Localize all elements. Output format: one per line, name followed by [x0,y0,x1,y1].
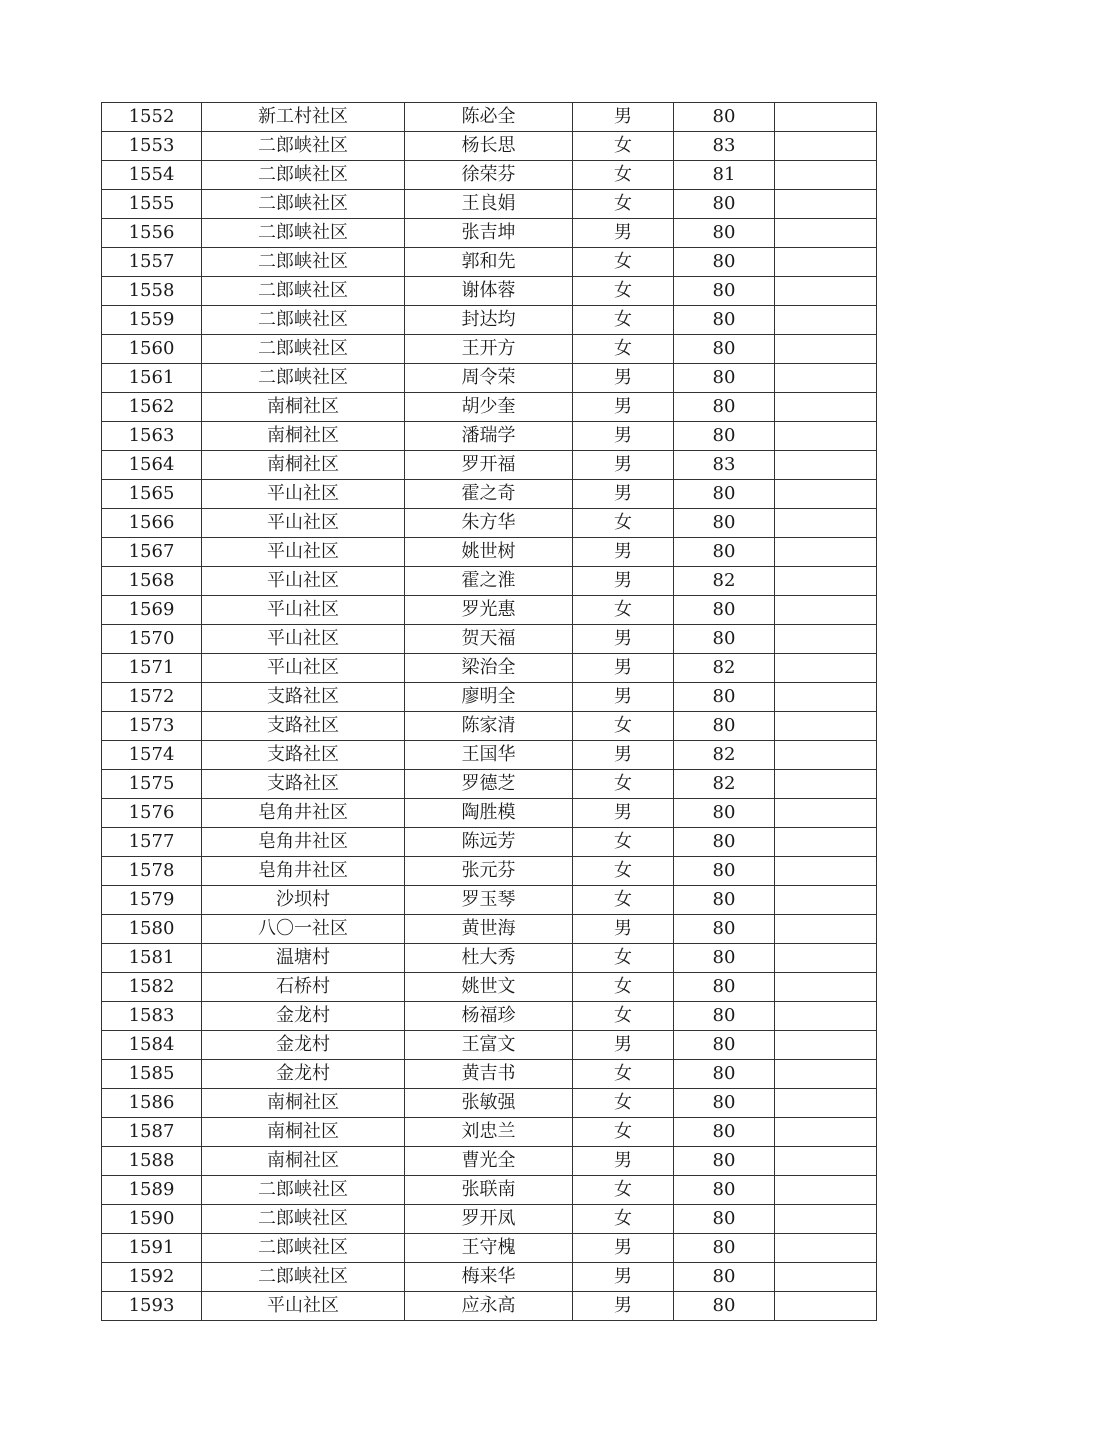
sex-cell: 女 [573,277,674,306]
community-cell: 支路社区 [202,712,405,741]
sex-cell: 男 [573,219,674,248]
name-cell: 霍之淮 [405,567,573,596]
table-row [102,219,877,248]
row-number-cell: 1582 [102,973,202,1002]
row-number-cell: 1571 [102,654,202,683]
community-cell: 二郎峡社区 [202,306,405,335]
table-row [102,770,877,799]
row-number-cell: 1557 [102,248,202,277]
row-number-cell: 1592 [102,1263,202,1292]
community-cell: 新工村社区 [202,103,405,132]
row-number-cell: 1566 [102,509,202,538]
community-cell: 二郎峡社区 [202,161,405,190]
community-cell: 二郎峡社区 [202,1205,405,1234]
row-number-cell: 1578 [102,857,202,886]
note-cell [775,306,877,335]
age-cell: 80 [674,828,775,857]
name-cell: 罗玉琴 [405,886,573,915]
row-number-cell: 1568 [102,567,202,596]
note-cell [775,654,877,683]
table-row [102,1002,877,1031]
name-cell: 罗开凤 [405,1205,573,1234]
table-row [102,1031,877,1060]
community-cell: 沙坝村 [202,886,405,915]
table-row [102,538,877,567]
community-cell: 支路社区 [202,770,405,799]
table-row [102,712,877,741]
age-cell: 81 [674,161,775,190]
sex-cell: 男 [573,364,674,393]
age-cell: 82 [674,741,775,770]
row-number-cell: 1589 [102,1176,202,1205]
note-cell [775,509,877,538]
note-cell [775,393,877,422]
age-cell: 80 [674,1089,775,1118]
row-number-cell: 1555 [102,190,202,219]
row-number-cell: 1562 [102,393,202,422]
row-number-cell: 1569 [102,596,202,625]
note-cell [775,1031,877,1060]
table-row [102,451,877,480]
age-cell: 80 [674,422,775,451]
age-cell: 80 [674,799,775,828]
sex-cell: 男 [573,683,674,712]
roster-table [101,102,877,1321]
row-number-cell: 1556 [102,219,202,248]
name-cell: 罗德芝 [405,770,573,799]
name-cell: 曹光全 [405,1147,573,1176]
table-row [102,132,877,161]
name-cell: 梁治全 [405,654,573,683]
name-cell: 罗光惠 [405,596,573,625]
name-cell: 应永高 [405,1292,573,1321]
note-cell [775,770,877,799]
note-cell [775,1060,877,1089]
sex-cell: 男 [573,567,674,596]
name-cell: 贺天福 [405,625,573,654]
note-cell [775,335,877,364]
row-number-cell: 1563 [102,422,202,451]
name-cell: 封达均 [405,306,573,335]
community-cell: 南桐社区 [202,393,405,422]
age-cell: 80 [674,190,775,219]
note-cell [775,567,877,596]
note-cell [775,741,877,770]
table-row [102,190,877,219]
name-cell: 陶胜模 [405,799,573,828]
age-cell: 80 [674,625,775,654]
note-cell [775,828,877,857]
community-cell: 二郎峡社区 [202,1176,405,1205]
community-cell: 南桐社区 [202,1089,405,1118]
name-cell: 徐荣芬 [405,161,573,190]
sex-cell: 女 [573,886,674,915]
name-cell: 姚世文 [405,973,573,1002]
table-row [102,1263,877,1292]
community-cell: 平山社区 [202,480,405,509]
row-number-cell: 1560 [102,335,202,364]
name-cell: 张元芬 [405,857,573,886]
sex-cell: 女 [573,335,674,364]
name-cell: 陈远芳 [405,828,573,857]
row-number-cell: 1579 [102,886,202,915]
table-row [102,1089,877,1118]
note-cell [775,683,877,712]
age-cell: 80 [674,973,775,1002]
note-cell [775,422,877,451]
row-number-cell: 1588 [102,1147,202,1176]
sex-cell: 女 [573,161,674,190]
note-cell [775,132,877,161]
sex-cell: 男 [573,1031,674,1060]
name-cell: 谢体蓉 [405,277,573,306]
name-cell: 陈必全 [405,103,573,132]
community-cell: 二郎峡社区 [202,335,405,364]
age-cell: 80 [674,886,775,915]
note-cell [775,190,877,219]
name-cell: 罗开福 [405,451,573,480]
name-cell: 廖明全 [405,683,573,712]
note-cell [775,1176,877,1205]
table-row [102,857,877,886]
age-cell: 80 [674,1147,775,1176]
community-cell: 八〇一社区 [202,915,405,944]
row-number-cell: 1581 [102,944,202,973]
note-cell [775,1089,877,1118]
sex-cell: 男 [573,1147,674,1176]
community-cell: 皂角井社区 [202,828,405,857]
row-number-cell: 1565 [102,480,202,509]
community-cell: 支路社区 [202,741,405,770]
note-cell [775,1205,877,1234]
sex-cell: 女 [573,306,674,335]
sex-cell: 女 [573,857,674,886]
sex-cell: 男 [573,625,674,654]
table-row [102,422,877,451]
row-number-cell: 1553 [102,132,202,161]
name-cell: 杨长思 [405,132,573,161]
name-cell: 霍之奇 [405,480,573,509]
note-cell [775,451,877,480]
row-number-cell: 1584 [102,1031,202,1060]
sex-cell: 女 [573,1205,674,1234]
name-cell: 张联南 [405,1176,573,1205]
age-cell: 80 [674,306,775,335]
sex-cell: 女 [573,1089,674,1118]
age-cell: 80 [674,1060,775,1089]
age-cell: 80 [674,1292,775,1321]
community-cell: 金龙村 [202,1002,405,1031]
community-cell: 支路社区 [202,683,405,712]
community-cell: 二郎峡社区 [202,1263,405,1292]
age-cell: 80 [674,1263,775,1292]
age-cell: 80 [674,1118,775,1147]
note-cell [775,103,877,132]
age-cell: 80 [674,683,775,712]
community-cell: 南桐社区 [202,1147,405,1176]
table-row [102,654,877,683]
sex-cell: 男 [573,1263,674,1292]
table-row [102,364,877,393]
age-cell: 80 [674,509,775,538]
row-number-cell: 1593 [102,1292,202,1321]
sex-cell: 男 [573,741,674,770]
age-cell: 80 [674,944,775,973]
row-number-cell: 1587 [102,1118,202,1147]
age-cell: 80 [674,712,775,741]
name-cell: 王良娟 [405,190,573,219]
row-number-cell: 1583 [102,1002,202,1031]
sex-cell: 男 [573,103,674,132]
note-cell [775,915,877,944]
row-number-cell: 1567 [102,538,202,567]
sex-cell: 女 [573,828,674,857]
sex-cell: 男 [573,915,674,944]
note-cell [775,1147,877,1176]
community-cell: 二郎峡社区 [202,132,405,161]
age-cell: 80 [674,277,775,306]
roster-table-body [102,103,877,1321]
community-cell: 平山社区 [202,1292,405,1321]
note-cell [775,1292,877,1321]
row-number-cell: 1552 [102,103,202,132]
sex-cell: 男 [573,422,674,451]
note-cell [775,1263,877,1292]
sex-cell: 女 [573,1002,674,1031]
name-cell: 王开方 [405,335,573,364]
age-cell: 80 [674,1176,775,1205]
sex-cell: 男 [573,393,674,422]
table-row [102,1292,877,1321]
note-cell [775,219,877,248]
name-cell: 王国华 [405,741,573,770]
note-cell [775,944,877,973]
community-cell: 金龙村 [202,1031,405,1060]
age-cell: 80 [674,1234,775,1263]
name-cell: 胡少奎 [405,393,573,422]
age-cell: 80 [674,1205,775,1234]
sex-cell: 女 [573,596,674,625]
row-number-cell: 1573 [102,712,202,741]
name-cell: 姚世树 [405,538,573,567]
name-cell: 张吉坤 [405,219,573,248]
sex-cell: 男 [573,451,674,480]
table-row [102,1234,877,1263]
sex-cell: 男 [573,538,674,567]
table-row [102,828,877,857]
row-number-cell: 1577 [102,828,202,857]
table-row [102,277,877,306]
name-cell: 黄吉书 [405,1060,573,1089]
sex-cell: 男 [573,1234,674,1263]
sex-cell: 女 [573,1060,674,1089]
community-cell: 平山社区 [202,538,405,567]
table-row [102,1205,877,1234]
sex-cell: 女 [573,973,674,1002]
sex-cell: 女 [573,132,674,161]
note-cell [775,1002,877,1031]
note-cell [775,364,877,393]
row-number-cell: 1572 [102,683,202,712]
note-cell [775,161,877,190]
name-cell: 梅来华 [405,1263,573,1292]
note-cell [775,596,877,625]
table-row [102,683,877,712]
name-cell: 杜大秀 [405,944,573,973]
table-row [102,103,877,132]
age-cell: 80 [674,393,775,422]
table-row [102,335,877,364]
community-cell: 二郎峡社区 [202,1234,405,1263]
age-cell: 83 [674,451,775,480]
row-number-cell: 1554 [102,161,202,190]
community-cell: 平山社区 [202,567,405,596]
community-cell: 金龙村 [202,1060,405,1089]
name-cell: 王富文 [405,1031,573,1060]
sex-cell: 女 [573,190,674,219]
community-cell: 南桐社区 [202,422,405,451]
name-cell: 黄世海 [405,915,573,944]
row-number-cell: 1570 [102,625,202,654]
age-cell: 80 [674,335,775,364]
sex-cell: 男 [573,654,674,683]
table-row [102,1147,877,1176]
note-cell [775,886,877,915]
note-cell [775,538,877,567]
note-cell [775,799,877,828]
row-number-cell: 1580 [102,915,202,944]
note-cell [775,1234,877,1263]
table-row [102,1176,877,1205]
community-cell: 二郎峡社区 [202,364,405,393]
age-cell: 80 [674,219,775,248]
table-row [102,161,877,190]
table-row [102,248,877,277]
row-number-cell: 1576 [102,799,202,828]
row-number-cell: 1574 [102,741,202,770]
community-cell: 平山社区 [202,654,405,683]
age-cell: 82 [674,654,775,683]
community-cell: 二郎峡社区 [202,219,405,248]
community-cell: 平山社区 [202,625,405,654]
community-cell: 南桐社区 [202,1118,405,1147]
community-cell: 温塘村 [202,944,405,973]
community-cell: 平山社区 [202,509,405,538]
sex-cell: 男 [573,1292,674,1321]
note-cell [775,480,877,509]
row-number-cell: 1564 [102,451,202,480]
community-cell: 二郎峡社区 [202,190,405,219]
table-row [102,480,877,509]
row-number-cell: 1559 [102,306,202,335]
age-cell: 80 [674,857,775,886]
community-cell: 皂角井社区 [202,857,405,886]
row-number-cell: 1590 [102,1205,202,1234]
sex-cell: 女 [573,248,674,277]
community-cell: 皂角井社区 [202,799,405,828]
name-cell: 陈家清 [405,712,573,741]
table-row [102,741,877,770]
age-cell: 80 [674,538,775,567]
community-cell: 二郎峡社区 [202,277,405,306]
table-row [102,306,877,335]
table-row [102,799,877,828]
note-cell [775,973,877,1002]
name-cell: 张敏强 [405,1089,573,1118]
age-cell: 82 [674,770,775,799]
age-cell: 80 [674,596,775,625]
sex-cell: 女 [573,712,674,741]
name-cell: 周令荣 [405,364,573,393]
table-row [102,1118,877,1147]
sex-cell: 女 [573,770,674,799]
name-cell: 王守槐 [405,1234,573,1263]
sex-cell: 女 [573,1176,674,1205]
sex-cell: 女 [573,1118,674,1147]
table-row [102,567,877,596]
note-cell [775,277,877,306]
name-cell: 刘忠兰 [405,1118,573,1147]
name-cell: 杨福珍 [405,1002,573,1031]
age-cell: 83 [674,132,775,161]
community-cell: 二郎峡社区 [202,248,405,277]
community-cell: 石桥村 [202,973,405,1002]
row-number-cell: 1585 [102,1060,202,1089]
note-cell [775,857,877,886]
age-cell: 80 [674,915,775,944]
table-row [102,625,877,654]
row-number-cell: 1558 [102,277,202,306]
sex-cell: 女 [573,509,674,538]
name-cell: 郭和先 [405,248,573,277]
row-number-cell: 1575 [102,770,202,799]
name-cell: 潘瑞学 [405,422,573,451]
age-cell: 80 [674,1031,775,1060]
age-cell: 80 [674,1002,775,1031]
table-row [102,915,877,944]
row-number-cell: 1591 [102,1234,202,1263]
row-number-cell: 1561 [102,364,202,393]
sex-cell: 男 [573,799,674,828]
community-cell: 平山社区 [202,596,405,625]
age-cell: 80 [674,248,775,277]
table-row [102,393,877,422]
age-cell: 80 [674,103,775,132]
community-cell: 南桐社区 [202,451,405,480]
table-row [102,944,877,973]
age-cell: 82 [674,567,775,596]
age-cell: 80 [674,364,775,393]
sex-cell: 女 [573,944,674,973]
age-cell: 80 [674,480,775,509]
note-cell [775,625,877,654]
note-cell [775,248,877,277]
table-row [102,886,877,915]
table-row [102,596,877,625]
table-row [102,973,877,1002]
sex-cell: 男 [573,480,674,509]
table-row [102,1060,877,1089]
row-number-cell: 1586 [102,1089,202,1118]
name-cell: 朱方华 [405,509,573,538]
note-cell [775,712,877,741]
table-row [102,509,877,538]
note-cell [775,1118,877,1147]
